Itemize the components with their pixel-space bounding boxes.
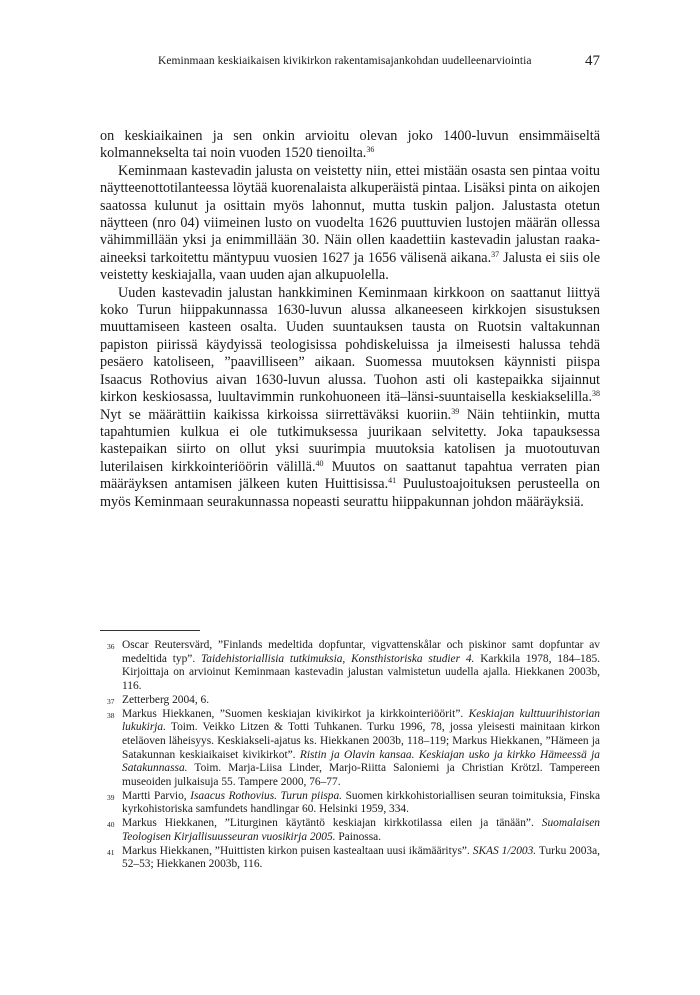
footnote-ref-41: 41 xyxy=(388,476,397,486)
footnote-text: Painossa. xyxy=(335,830,382,843)
footnote-text: Toim. Marja-Liisa Linder, Marjo-Riitta Saloniemi ja Christian Krötzl. Tampereen museoiden julkaisuja 55. Tampere 2000, 76–77. xyxy=(122,762,600,789)
paragraph-text: on keskiaikainen ja sen onkin arvioitu olevan joko 1400-luvun ensimmäiseltä kolmannekselta tai noin vuoden 1520 tienoilta. xyxy=(100,128,600,162)
footnote-ref-36: 36 xyxy=(366,145,375,155)
footnote-number: 41 xyxy=(107,847,115,857)
body-text xyxy=(100,128,600,511)
footnote-italic: Isaacus Rothovius. Turun piispa. xyxy=(190,789,343,802)
paragraph-text: Puulustoajoituksen perusteella on myös Keminmaan seurakunnassa nopeasti seurattu hiippakunnan johdon määräyksiä. xyxy=(100,476,600,510)
footnote-italic: Keskiajan kulttuurihistorian lukukirja. xyxy=(122,707,601,734)
footnote-text: Suomen kirkkohistoriallisen seuran toimituksia, Finska kyrkohistoriska samfundets handlingar 60. Helsinki 1959, 334. xyxy=(122,789,600,816)
footnote-number: 40 xyxy=(107,820,115,830)
footnote-ref-37: 37 xyxy=(491,249,500,259)
footnote-number: 39 xyxy=(107,792,115,802)
footnote-39 xyxy=(100,790,600,817)
footnote-text: Karkkila 1978, 184–185. Kirjoittaja on arvioinut Keminmaan kastevadin jalustan valmistetun uudella ajalla. Hiekkanen 2003b, 116. xyxy=(122,652,600,693)
footnote-ref-38: 38 xyxy=(592,389,600,399)
paragraph-1 xyxy=(100,128,600,163)
paragraph-3 xyxy=(100,285,600,511)
running-title: Keminmaan keskiaikaisen kivikirkon rakentamisajankohdan uudelleenarviointia xyxy=(158,55,532,67)
paragraph-2 xyxy=(100,163,600,285)
footnote-text: Toim. Veikko Litzen & Totti Tuhkanen. Turku 1996, 78, jossa yleisesti mainitaan kirkon eteläoven läheisyys. Keskiakseli-ajatus ks. Hiekkanen 2003b, 118–119; Markus Hiekkanen, ”Hämeen ja Satakunnan keskiaikaiset kivikirkot”. xyxy=(122,721,600,761)
footnote-text: Martti Parvio, xyxy=(122,789,191,802)
page-number: 47 xyxy=(585,53,600,69)
paragraph-text: Nyt se määrättiin kaikissa kirkoissa siirrettäväksi kuoriin. xyxy=(100,406,452,423)
paragraph-text: Näin tehtiinkin, mutta tapahtumien kulkua ei ole tutkimuksessa juurikaan selvitetty. Joka tapauksessa kastepaikan siirto on ollut yksi suurimpia muutoksia katolisen ja muotoutuvan luterilaisen kirkkointeriöörin välillä. xyxy=(100,406,600,475)
footnote-text: Markus Hiekkanen, ”Suomen keskiajan kivikirkot ja kirkkointeriöörit”. xyxy=(122,707,469,720)
footnote-38 xyxy=(100,708,600,790)
paragraph-text: Muutos on saattanut tapahtua verraten pian määräyksen antamisen jälkeen kuten Huittisissa. xyxy=(100,458,600,493)
paragraph-text: Keminmaan kastevadin jalusta on veistetty niin, ettei mistään osasta sen pintaa voitu näytteenottotilanteessa löytää kuorenalaista alkuperäistä pintaa. Lisäksi pinta on aikojen saatossa kulunut ja osittain myös lahonnut, mutta tuskin paljon. Jalustasta otetun näytteen (nro 04) viimeinen lusto on vuodelta 1626 puuttuvien lustojen määrän ollessa vähimmillään yksi ja enimmillään 30. Näin ollen kaadettiin kastevadin jalustan raaka-aineeksi tarkoitettu mäntypuu vuosien 1627 ja 1656 välisenä aikana. xyxy=(100,162,600,266)
footnote-italic: SKAS 1/2003. xyxy=(472,844,537,857)
footnote-number: 36 xyxy=(107,642,115,651)
footnote-36 xyxy=(100,639,600,694)
footnote-text: Zetterberg 2004, 6. xyxy=(122,693,210,706)
footnote-italic: Suomalaisen Teologisen Kirjallisuusseuran vuosikirja 2005. xyxy=(122,817,600,843)
footnote-37 xyxy=(100,694,600,708)
footnote-text: Turku 2003a, 52–53; Hiekkanen 2003b, 116. xyxy=(122,844,600,871)
paragraph-text: Uuden kastevadin jalustan hankkiminen Keminmaan kirkkoon on saattanut liittyä koko Turun hiippakunnassa 1630-luvun alussa alkaneeseen kirkkojen sisustuksen muuttamiseen kasteen osalta. Uuden suuntauksen tausta on Ruotsin valtakunnan papiston piirissä käydyissä teologisissa pohdiskeluissa ja ilmeisesti halussa tehdä pesäero katoliseen, ”paavilliseen” aikaan. Suomessa muutoksen käynnisti piispa Isaacus Rothovius aivan 1630-luvun alussa. Tuohon asti oli kastepaikka sijainnut kirkon keskiosassa, luultavimmin runkohuoneen itä–länsi-suuntaisella keskiakselilla. xyxy=(100,284,600,406)
footnote-ref-39: 39 xyxy=(451,406,460,416)
footnote-italic: Taidehistoriallisia tutkimuksia, Konsthistoriska studier 4. xyxy=(200,652,475,665)
running-header xyxy=(100,55,600,73)
footnote-separator xyxy=(100,630,200,631)
footnote-text: Markus Hiekkanen, ”Liturginen käytäntö keskiajan kirkkotilassa eilen ja tänään”. xyxy=(122,817,542,830)
footnote-40 xyxy=(100,817,600,844)
footnote-ref-40: 40 xyxy=(315,458,324,468)
footnote-number: 37 xyxy=(107,696,115,706)
paragraph-text: Jalusta ei siis ole veistetty keskiajalla, vaan uuden ajan alkupuolella. xyxy=(100,249,600,284)
footnote-number: 38 xyxy=(107,710,115,720)
footnote-41 xyxy=(100,845,600,872)
footnotes xyxy=(100,639,600,872)
footnote-text: Markus Hiekkanen, ”Huittisten kirkon puisen kastealtaan uusi ikämääritys”. xyxy=(122,844,473,857)
footnote-text: Oscar Reutersvärd, ”Finlands medeltida dopfuntar, vigvattenskålar och piskinor samt dopfuntar av medeltida typ”. xyxy=(122,639,600,665)
footnote-italic: Ristin ja Olavin kansaa. Keskiajan usko ja kirkko Hämeessä ja Satakunnassa. xyxy=(122,748,600,775)
